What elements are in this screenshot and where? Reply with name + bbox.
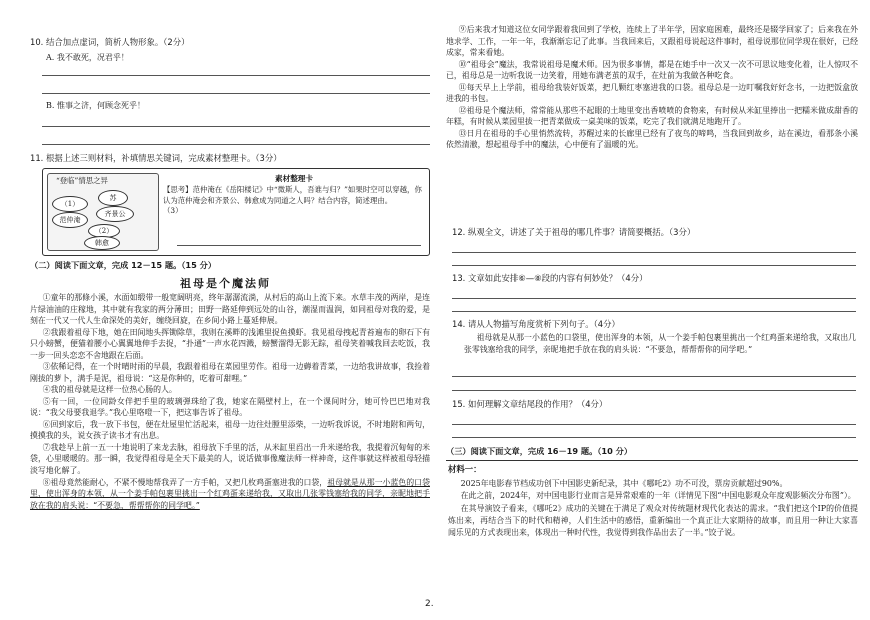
article-body-right xyxy=(446,24,858,151)
page-number: 2. xyxy=(425,599,434,609)
article-title: 祖母是个魔法师 xyxy=(180,277,271,290)
material-label: 材料一： xyxy=(448,464,482,474)
answer-line[interactable] xyxy=(452,424,856,425)
material-para-2: 在此之前，2024年，对中国电影行业而言是异常艰难的一年（详情见下图“中国电影观众年度观影频次分布图”）。 xyxy=(460,491,856,501)
card-blank-3: （3） xyxy=(163,206,183,216)
paragraph-7: ⑦我趁早上前一五一十地说明了来龙去脉，祖母放下手里的活，从米缸里舀出一升米递给我，我提着沉甸甸的米袋，心里暖暖的。那一瞬，我觉得祖母是全天下最美的人，说话做事像魔法师一样神奇，这件事就这样被祖母轻描淡写地化解了。 xyxy=(30,442,430,475)
paragraph-9: ⑨后来我才知道这位女同学跟着我回到了学校，连续上了半年学，因家庭困难，最终还是辍学回家了；后来我在外地求学、工作，一年一年，我渐渐忘记了此事。当我回来后，又跟祖母说起这件事时，祖母说那位同学现在很好，已经成家，常来看她。 xyxy=(446,25,858,58)
answer-line[interactable] xyxy=(452,265,856,266)
q14-quote-text: 祖母就是从那一小蓝色的口袋里，使出浑身的本领，从一个姜手帕包裹里挑出一个红鸡蛋来递给我，又取出几张零钱塞给我的同学，亲昵地把手放在我的肩头说：“不要急，帮帮帮你的同学吧。” xyxy=(464,333,856,354)
card-think: 【思考】范仲淹在《岳阳楼记》中“微斯人，吾谁与归？”如果时空可以穿越，你认为范仲淹会和齐景公、韩愈成为同道之人吗？结合内容，简述理由。 xyxy=(163,185,422,206)
bubble-qi-jinggong: 齐景公 xyxy=(96,206,134,222)
bubble-su: 苏 xyxy=(98,190,128,206)
bubble-blank-1: （1） xyxy=(52,196,88,212)
material-body xyxy=(448,478,858,539)
paragraph-4: ④我的祖母就是这样一位热心肠的人。 xyxy=(42,385,177,395)
article-body-left xyxy=(30,292,430,511)
answer-line[interactable] xyxy=(42,144,430,145)
question-14: 14. 请从人物描写角度赏析下列句子。（4分） xyxy=(452,319,620,329)
q14-quote xyxy=(464,332,856,356)
answer-line[interactable] xyxy=(452,311,856,312)
question-10-stem: 10. 结合加点虚词，简析人物形象。（2分） xyxy=(30,37,190,47)
card-text xyxy=(163,173,425,249)
q10-option-b: B. 惟事之济，何顾念死乎！ xyxy=(46,101,145,110)
question-15: 15. 如何理解文章结尾段的作用？（4分） xyxy=(452,399,608,409)
card-diagram-title: “登临”情思之异 xyxy=(56,176,108,185)
paragraph-2: ②我跟着祖母下地，她在田间地头挥锄除草，我则在溪畔的浅滩里捉鱼摸虾。我见祖母拽起青苔遍布的卵石下有只小螃蟹，便猫着腰小心翼翼地伸手去捉，“扑通”一声水花四溅，螃蟹溜得无影无踪，祖母笑着喊我回去吃饭，我一步一回头恋恋不舍地跟在后面。 xyxy=(30,327,430,360)
answer-line[interactable] xyxy=(177,245,421,246)
answer-line[interactable] xyxy=(42,75,430,76)
section-3-heading: （三）阅读下面文章，完成 16－19 题。（10 分） xyxy=(446,446,633,456)
paragraph-13: ⑬日月在祖母的手心里悄然流转，苏醒过来的长廊里已经有了夜鸟的啼鸣，当我回到故乡，站在溪边，看那条小溪依然清澈，想起祖母手中的魔法，心中便有了温暖的光。 xyxy=(446,128,858,150)
answer-line[interactable] xyxy=(42,93,430,94)
paragraph-10: ⑩“祖母会”魔法，我常说祖母是魔术师。因为很多事情，都是在她手中一次又一次不可思议地变化着，让人惊叹不已，祖母总是一边听我说一边笑着，用她布满老茧的双手，在灶前为我做各种吃食。 xyxy=(446,59,858,81)
bubble-han-yu: 韩愈 xyxy=(84,236,120,250)
material-card xyxy=(42,168,430,256)
paragraph-6: ⑥回到家后，我一放下书包，便在灶屋里忙活起来，祖母一边往灶膛里添柴，一边听我诉说，不时地附和两句，摸摸我的头，说女孩子读书才有出息。 xyxy=(30,419,430,441)
question-11-stem: 11. 根据上述三则材料，补填情思关键词，完成素材整理卡。（3分） xyxy=(30,153,282,163)
material-para-1: 2025年电影春节档成功创下中国影史新纪录，其中《哪吒2》功不可没，票房贡献超过90%。 xyxy=(460,479,788,488)
answer-line[interactable] xyxy=(452,437,856,438)
section-2-heading: （二）阅读下面文章，完成 12－15 题。（15 分） xyxy=(30,260,217,270)
paragraph-5: ⑤有一回，一位同龄女伴把手里的玻璃弹珠给了我，她家在隔壁村上，在一个课间时分，她可怜巴巴地对我说：“我父母要我退学。”我心里咯噔一下，把这事告诉了祖母。 xyxy=(30,396,430,418)
answer-line[interactable] xyxy=(452,298,856,299)
divider xyxy=(446,460,858,461)
card-title: 素材整理卡 xyxy=(275,174,313,183)
answer-line[interactable] xyxy=(42,126,430,127)
bubble-fan-zhongyan: 范仲淹 xyxy=(52,212,88,228)
paragraph-8: ⑧祖母竟然能耐心，不紧不慢地帮我弄了一方手帕，又把几枚鸡蛋塞进我的口袋， xyxy=(42,477,328,487)
q10-option-a: A. 我不敢死，况君乎！ xyxy=(46,53,129,62)
highlighted-sentence: 祖母就是从那一小蓝色的口袋里，使出浑身的本领，从一个姜手帕包裹里挑出一个红鸡蛋来递给我，又取出几张零钱塞给我的同学，亲昵地把手放在我的肩头说：“不要急，帮帮帮你的同学吧。” xyxy=(30,477,430,510)
paragraph-1: ①童年的那條小溪，水面如缎带一般宽阔明亮，终年潺潺流淌，从村后的高山上流下来。水草丰茂的两岸，是连片绿油油的庄稼地，其中就有我家的两分薄田；田野一路延伸到远处的山谷，潮湿而温润，如同祖母对我的爱，是刻在一代又一代人生命深处的美好，缠绕回旋，在乡间小路上蔓延伸展。 xyxy=(30,293,430,326)
paragraph-11: ⑪每天早上上学前，祖母给我装好饭菜，把几颗红枣塞进我的口袋。祖母总是一边叮嘱我好好念书，一边把饭盒放进我的书包。 xyxy=(446,82,858,104)
paragraph-3: ③依稀记得，在一个时晴时雨的早晨，我跟着祖母在菜园里劳作。祖母一边薅着青菜，一边给我讲故事，我捡着刚拔的萝卜，满手是泥，祖母说：“这是你种的，吃着可甜哩。” xyxy=(30,362,430,383)
question-13: 13. 文章如此安排⑥—⑧段的内容有何妙处？（4分） xyxy=(452,273,648,283)
answer-line[interactable] xyxy=(452,376,856,377)
bubble-blank-2: （2） xyxy=(88,224,120,238)
paragraph-12: ⑫祖母是个魔法师，常常能从那些不起眼的土地里变出香喷喷的食物来，有时候从米缸里捧出一把糯米做成甜香的年糕，有时候从菜园里拔一把青菜做成一桌美味的饭菜，吃完了我们就满足地跑开了。 xyxy=(446,105,858,127)
question-12: 12. 纵观全文，讲述了关于祖母的哪几件事？请简要概括。（3分） xyxy=(452,227,696,237)
card-diagram xyxy=(47,173,159,251)
material-para-3: 在其导演饺子看来，《哪吒2》成功的关键在于满足了观众对传统题材现代化表达的需求。“我们把这个IP的价值提炼出来，再结合当下的时代和精神，人们生活中的感悟，重新编出一个真正让大家期待的故事，而且用一种让大家喜闻乐见的方式表现出来，体现出一种时代性，我觉得到我作品出去了一半。”饺子说。 xyxy=(448,503,858,537)
answer-line[interactable] xyxy=(452,390,856,391)
answer-line[interactable] xyxy=(452,252,856,253)
